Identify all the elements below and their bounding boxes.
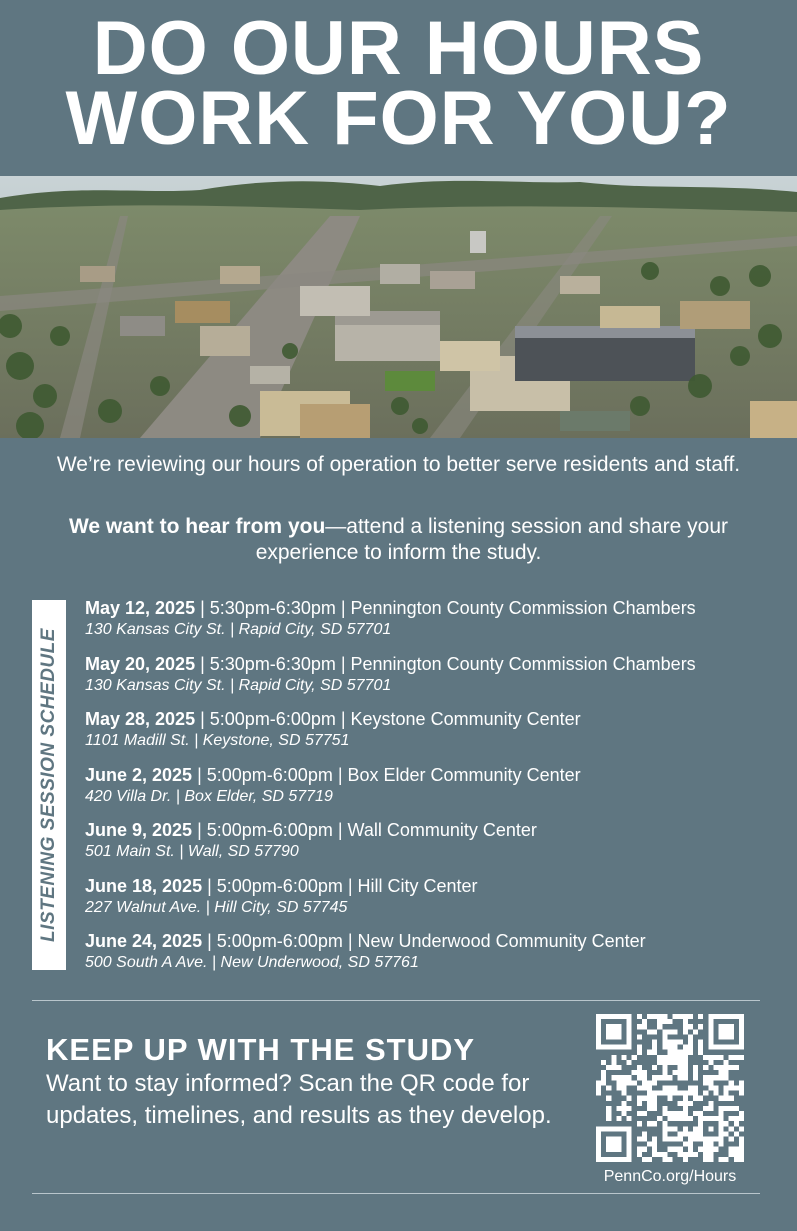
session-item — [85, 763, 785, 819]
session-item — [85, 874, 785, 930]
headline-line-2: WORK FOR YOU? — [65, 76, 732, 161]
session-address: 501 Main St. | Wall, SD 57790 — [85, 843, 299, 860]
divider-bottom — [32, 1193, 760, 1194]
schedule-label: LISTENING SESSION SCHEDULE — [38, 628, 59, 942]
call-to-action-text — [20, 514, 777, 566]
headline — [0, 6, 797, 161]
keep-up-body: Want to stay informed? Scan the QR code for updates, timelines, and results as they develop. — [46, 1070, 552, 1129]
session-item — [85, 818, 785, 874]
headline-line-1: DO OUR HOURS — [92, 6, 705, 91]
session-details: | 5:00pm-6:00pm | Keystone Community Center — [195, 709, 581, 729]
aerial-city-photo — [0, 176, 797, 438]
session-details: | 5:00pm-6:00pm | Hill City Center — [202, 875, 478, 896]
session-item — [85, 707, 785, 763]
session-address: 130 Kansas City St. | Rapid City, SD 57701 — [85, 676, 392, 694]
session-list — [85, 596, 785, 985]
session-address: 130 Kansas City St. | Rapid City, SD 57701 — [85, 621, 392, 638]
schedule-label-box — [32, 600, 66, 970]
session-address: 420 Villa Dr. | Box Elder, SD 57719 — [85, 787, 333, 805]
keep-up-title: KEEP UP WITH THE STUDY — [46, 1032, 476, 1067]
session-details: | 5:30pm-6:30pm | Pennington County Commission Chambers — [195, 653, 696, 674]
session-date: May 12, 2025 — [85, 598, 196, 618]
session-date: May 28, 2025 — [85, 709, 196, 729]
session-item — [85, 596, 785, 652]
session-date: June 24, 2025 — [85, 931, 203, 951]
session-address: 1101 Madill St. | Keystone, SD 57751 — [85, 732, 350, 749]
session-details: | 5:00pm-6:00pm | New Underwood Community Center — [202, 931, 646, 951]
session-address: 500 South A Ave. | New Underwood, SD 57761 — [85, 954, 419, 971]
qr-code-icon[interactable] — [596, 1014, 744, 1162]
session-date: June 9, 2025 — [85, 820, 193, 840]
session-item — [85, 929, 785, 985]
session-details: | 5:30pm-6:30pm | Pennington County Commission Chambers — [195, 598, 696, 618]
qr-link-caption[interactable]: PennCo.org/Hours — [603, 1168, 737, 1185]
session-details: | 5:00pm-6:00pm | Box Elder Community Center — [192, 764, 581, 785]
session-date: June 18, 2025 — [85, 875, 203, 896]
call-to-action-rest: —attend a listening session and share your experience to inform the study. — [255, 515, 729, 564]
intro-text: We’re reviewing our hours of operation to better serve residents and staff. — [56, 453, 741, 476]
session-date: May 20, 2025 — [85, 653, 196, 674]
call-to-action-bold: We want to hear from you — [68, 515, 326, 538]
session-address: 227 Walnut Ave. | Hill City, SD 57745 — [85, 898, 348, 916]
session-item — [85, 652, 785, 708]
session-date: June 2, 2025 — [85, 764, 193, 785]
session-details: | 5:00pm-6:00pm | Wall Community Center — [192, 820, 537, 840]
divider-top — [32, 1000, 760, 1001]
